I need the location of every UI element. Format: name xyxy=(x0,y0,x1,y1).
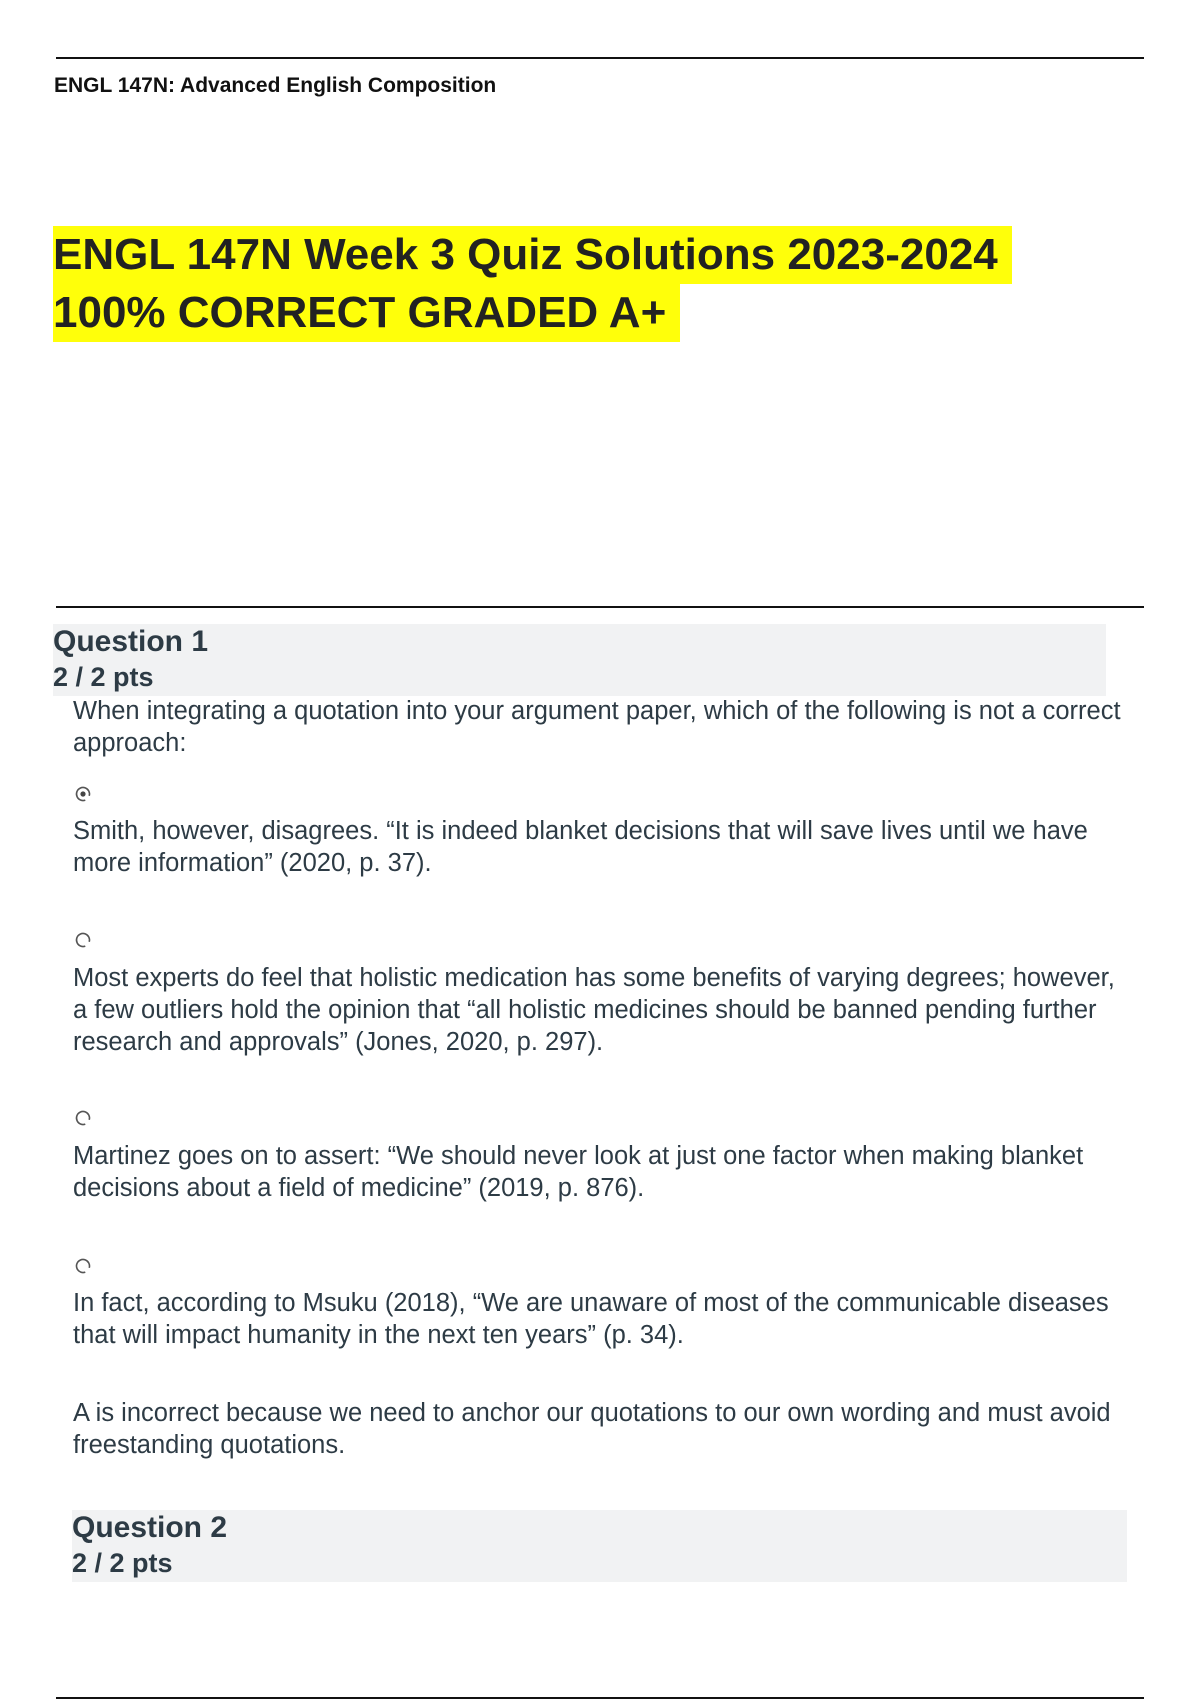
answer-option-c: Martinez goes on to assert: “We should never look at just one factor when making blanket decisions about a field of medicine” (2019, p. 876). xyxy=(73,1142,1084,1202)
question-prompt: When integrating a quotation into your argument paper, which of the following is not a correct approach: xyxy=(73,697,1121,757)
answer-explanation: A is incorrect because we need to anchor our quotations to our own wording and must avoid freestanding quotations. xyxy=(73,1399,1111,1459)
question-points: 2 / 2 pts xyxy=(53,662,154,692)
answer-option-a: Smith, however, disagrees. “It is indeed blanket decisions that will save lives until we have more information” (2020, p. 37). xyxy=(73,817,1088,877)
title-line-2: 100% CORRECT GRADED A+ xyxy=(53,284,680,342)
title-line-1: ENGL 147N Week 3 Quiz Solutions 2023-2024 xyxy=(53,226,1012,284)
course-header: ENGL 147N: Advanced English Composition xyxy=(54,74,497,97)
question-header xyxy=(72,1510,1127,1582)
question-title: Question 2 xyxy=(72,1511,228,1544)
top-divider xyxy=(56,57,1144,59)
radio-icon[interactable] xyxy=(75,1110,91,1126)
bottom-divider xyxy=(56,1697,1144,1699)
radio-icon[interactable] xyxy=(75,932,91,948)
radio-selected-icon[interactable] xyxy=(75,786,91,802)
answer-option-d: In fact, according to Msuku (2018), “We are unaware of most of the communicable diseases that will impact humanity in the next ten years” (p. 34). xyxy=(73,1289,1109,1349)
question-header xyxy=(53,624,1106,696)
question-title: Question 1 xyxy=(53,625,209,658)
section-divider xyxy=(56,606,1144,608)
question-points: 2 / 2 pts xyxy=(72,1548,173,1578)
answer-option-b: Most experts do feel that holistic medication has some benefits of varying degrees; however, a few outliers hold the opinion that “all holistic medicines should be banned pending further research and approvals” (Jones, 2020, p. 297). xyxy=(73,964,1115,1056)
radio-icon[interactable] xyxy=(75,1258,91,1274)
document-title xyxy=(53,226,1012,342)
